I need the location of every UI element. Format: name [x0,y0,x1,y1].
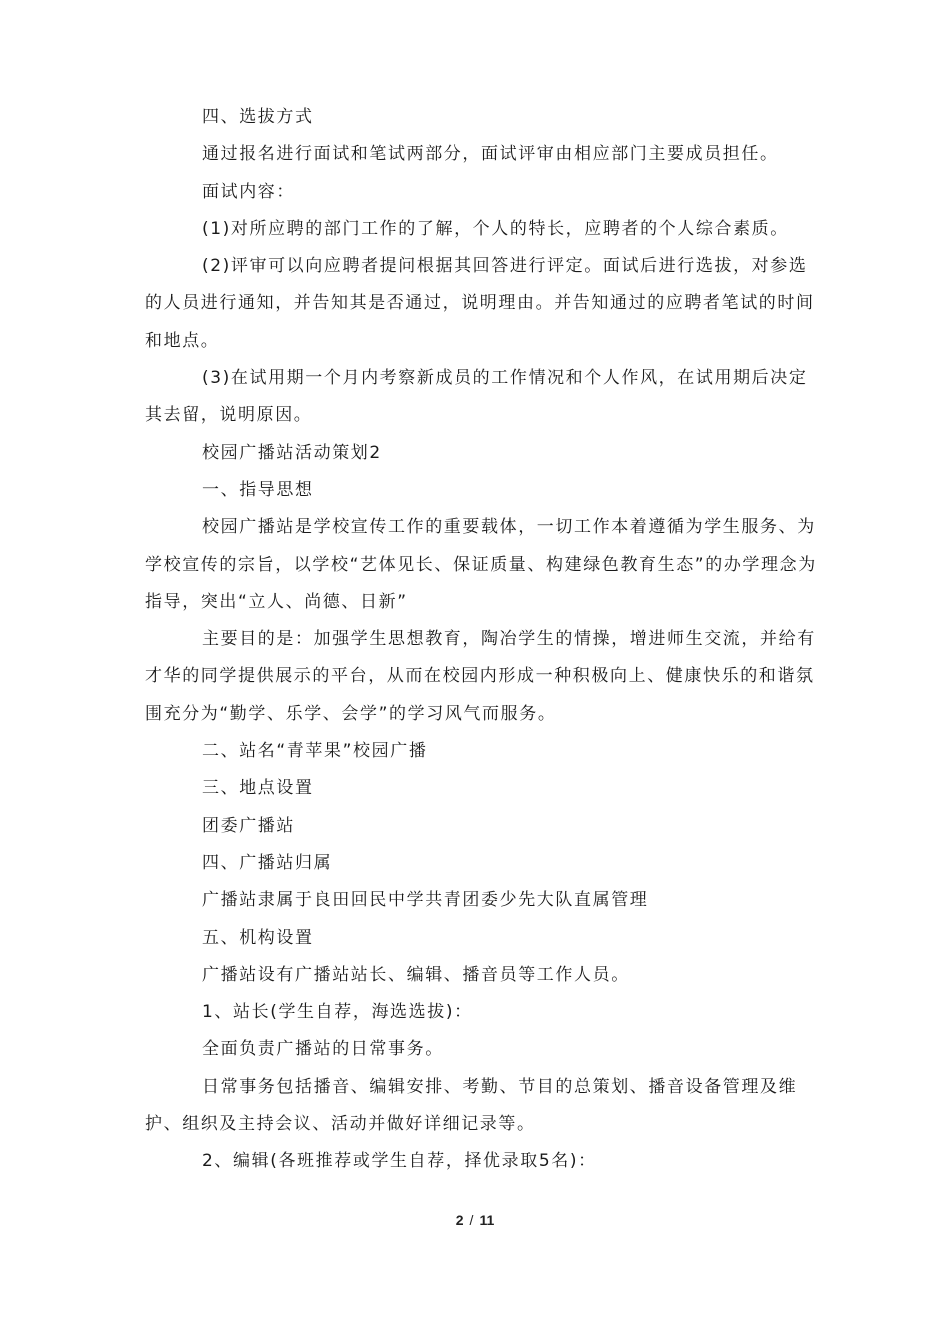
paragraph: 主要目的是：加强学生思想教育，陶冶学生的情操，增进师生交流，并给有才华的同学提供展示的平台，从而在校园内形成一种积极向上、健康快乐的和谐氛围充分为“勤学、乐学、会学”的学习风气而服务。 [145,629,816,724]
paragraph: 通过报名进行面试和笔试两部分，面试评审由相应部门主要成员担任。 [202,144,779,165]
paragraph: 广播站设有广播站站长、编辑、播音员等工作人员。 [202,964,630,985]
paragraph: 2、编辑(各班推荐或学生自荐，择优录取5名)： [202,1151,597,1172]
current-page: 2 [455,1212,464,1228]
paragraph: (3)在试用期一个月内考察新成员的工作情况和个人作风，在试用期后决定其去留，说明原因。 [145,368,808,426]
paragraph: 1、站长(学生自荐，海选选拔)： [202,1002,473,1023]
section-heading: 五、机构设置 [202,927,314,948]
section-heading: 三、地点设置 [202,778,314,799]
paragraph: 团委广播站 [202,815,295,836]
paragraph: 广播站隶属于良田回民中学共青团委少先大队直属管理 [202,890,649,911]
paragraph: 全面负责广播站的日常事务。 [202,1039,444,1060]
paragraph: (1)对所应聘的部门工作的了解，个人的特长，应聘者的个人综合素质。 [202,218,789,239]
section-heading: 一、指导思想 [202,479,314,500]
document-body [145,99,817,1181]
document-title: 校园广播站活动策划2 [202,442,382,463]
section-heading: 四、选拔方式 [202,107,314,127]
total-pages: 11 [479,1212,495,1228]
page-separator: / [469,1212,474,1228]
page-number [0,1212,950,1228]
paragraph: (2)评审可以向应聘者提问根据其回答进行评定。面试后进行选拔，对参选的人员进行通知，并告知其是否通过，说明理由。并告知通过的应聘者笔试的时间和地点。 [145,256,815,351]
paragraph: 日常事务包括播音、编辑安排、考勤、节目的总策划、播音设备管理及维护、组织及主持会议、活动并做好详细记录等。 [145,1076,798,1135]
section-heading: 四、广播站归属 [202,852,333,873]
section-heading: 二、站名“青苹果”校园广播 [202,741,428,762]
paragraph: 校园广播站是学校宣传工作的重要载体，一切工作本着遵循为学生服务、为学校宣传的宗旨，以学校“艺体见长、保证质量、构建绿色教育生态”的办学理念为指导，突出“立人、尚德、日新” [145,517,817,612]
paragraph: 面试内容： [202,181,295,202]
